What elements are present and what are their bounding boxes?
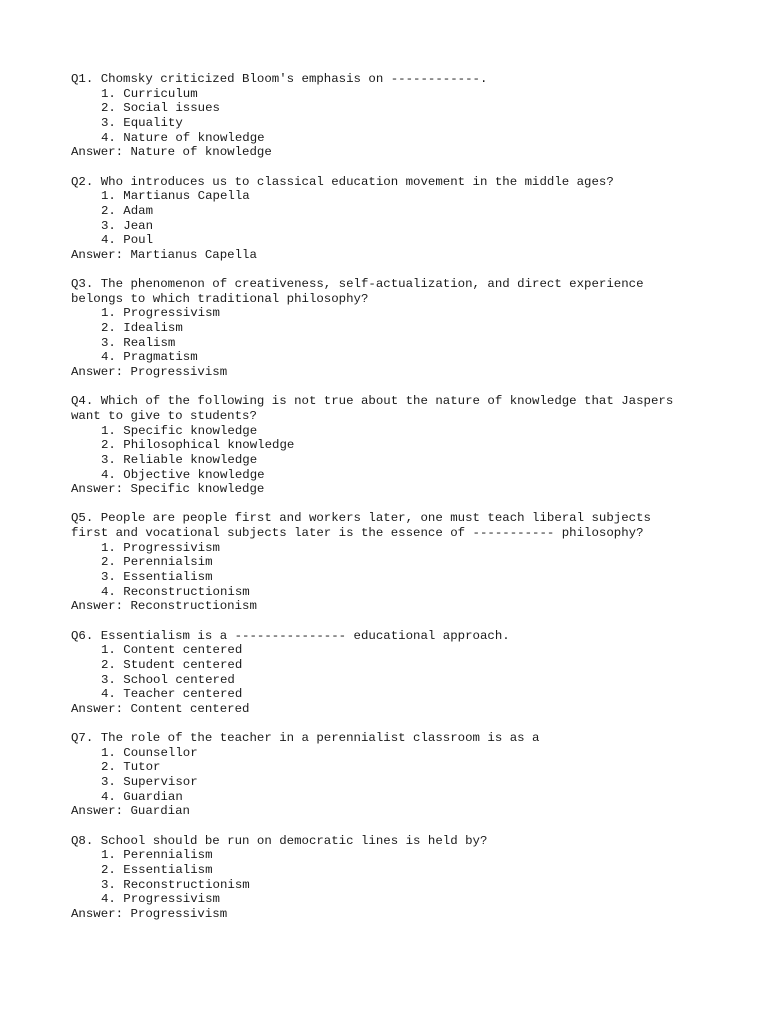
question-text: Q7. The role of the teacher in a perennialist classroom is as a bbox=[71, 731, 540, 746]
option-item: 1. Progressivism bbox=[101, 306, 220, 321]
option-item: 4. Teacher centered bbox=[101, 687, 243, 702]
question-block-q5 bbox=[71, 511, 721, 614]
option-item: 1. Progressivism bbox=[101, 540, 220, 555]
options-list bbox=[71, 189, 721, 248]
option-item: 3. Supervisor bbox=[101, 775, 198, 790]
option-item: 1. Martianus Capella bbox=[101, 189, 250, 204]
option-item: 2. Student centered bbox=[101, 657, 243, 672]
options-list bbox=[71, 848, 721, 907]
question-text: Q3. The phenomenon of creativeness, self-actualization, and direct experience belongs to which traditional philosophy? bbox=[71, 277, 644, 306]
option-item: 1. Counsellor bbox=[101, 745, 198, 760]
option-item: 1. Curriculum bbox=[101, 86, 198, 101]
option-item: 2. Adam bbox=[101, 203, 154, 218]
options-list bbox=[71, 541, 721, 600]
options-list bbox=[71, 746, 721, 805]
option-item: 3. Essentialism bbox=[101, 570, 213, 585]
answer-line: Answer: Content centered bbox=[71, 701, 250, 716]
question-text: Q5. People are people first and workers later, one must teach liberal subjects first and vocational subjects later is the essence of ----------- philosophy? bbox=[71, 511, 651, 541]
question-block-q3 bbox=[71, 277, 721, 380]
option-item: 3. Jean bbox=[101, 218, 154, 233]
question-block-q2 bbox=[71, 175, 721, 263]
question-block-q6 bbox=[71, 629, 721, 717]
answer-line: Answer: Progressivism bbox=[71, 365, 228, 379]
quiz-document bbox=[71, 72, 721, 936]
option-item: 2. Tutor bbox=[101, 760, 161, 775]
answer-line: Answer: Progressivism bbox=[71, 906, 228, 921]
options-list bbox=[71, 306, 721, 365]
option-item: 3. Realism bbox=[101, 335, 176, 350]
question-text: Q2. Who introduces us to classical education movement in the middle ages? bbox=[71, 174, 614, 189]
question-block-q4 bbox=[71, 394, 721, 497]
question-text: Q8. School should be run on democratic lines is held by? bbox=[71, 833, 488, 848]
option-item: 4. Progressivism bbox=[101, 892, 220, 907]
option-item: 2. Idealism bbox=[101, 321, 183, 336]
options-list bbox=[71, 87, 721, 146]
question-block-q7 bbox=[71, 731, 721, 819]
answer-line: Answer: Specific knowledge bbox=[71, 482, 265, 497]
answer-line: Answer: Guardian bbox=[71, 804, 190, 819]
answer-line: Answer: Martianus Capella bbox=[71, 247, 257, 262]
options-list bbox=[71, 424, 721, 483]
option-item: 2. Essentialism bbox=[101, 863, 213, 877]
option-item: 3. Reliable knowledge bbox=[101, 452, 258, 467]
option-item: 3. Reconstructionism bbox=[101, 877, 250, 892]
option-item: 3. Equality bbox=[101, 115, 183, 130]
option-item: 1. Specific knowledge bbox=[101, 423, 258, 438]
option-item: 2. Social issues bbox=[101, 101, 220, 116]
option-item: 2. Philosophical knowledge bbox=[101, 438, 295, 453]
option-item: 1. Perennialism bbox=[101, 848, 213, 863]
question-text: Q6. Essentialism is a --------------- educational approach. bbox=[71, 628, 510, 643]
option-item: 1. Content centered bbox=[101, 643, 243, 658]
option-item: 4. Reconstructionism bbox=[101, 584, 250, 599]
answer-line: Answer: Reconstructionism bbox=[71, 599, 257, 614]
option-item: 4. Objective knowledge bbox=[101, 467, 265, 482]
question-text: Q4. Which of the following is not true about the nature of knowledge that Jaspers want to give to students? bbox=[71, 394, 674, 423]
answer-line: Answer: Nature of knowledge bbox=[71, 145, 272, 160]
option-item: 4. Pragmatism bbox=[101, 350, 198, 365]
option-item: 4. Poul bbox=[101, 233, 154, 248]
options-list bbox=[71, 643, 721, 702]
option-item: 3. School centered bbox=[101, 672, 235, 687]
option-item: 4. Guardian bbox=[101, 789, 183, 804]
question-text: Q1. Chomsky criticized Bloom's emphasis on ------------. bbox=[71, 72, 488, 86]
question-block-q8 bbox=[71, 834, 721, 922]
question-block-q1 bbox=[71, 72, 721, 160]
option-item: 2. Perennialsim bbox=[101, 555, 213, 570]
option-item: 4. Nature of knowledge bbox=[101, 130, 265, 145]
